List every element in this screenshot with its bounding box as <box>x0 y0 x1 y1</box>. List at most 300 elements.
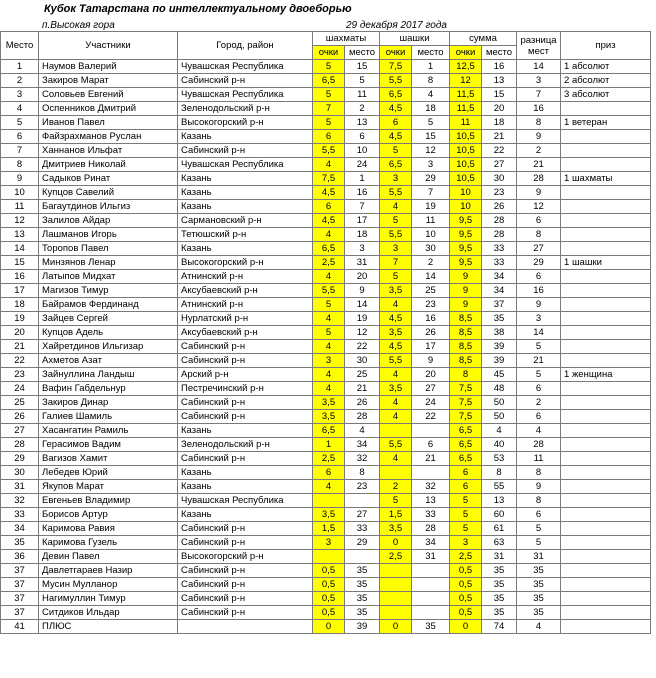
cell-chess-rank: 23 <box>345 480 380 494</box>
cell-place: 37 <box>1 592 39 606</box>
cell-sum-rank: 16 <box>482 60 517 74</box>
cell-checkers-rank: 14 <box>412 270 450 284</box>
results-table <box>0 31 651 634</box>
cell-diff: 3 <box>517 312 561 326</box>
cell-diff: 28 <box>517 172 561 186</box>
cell-checkers-rank: 30 <box>412 242 450 256</box>
cell-sum-rank: 35 <box>482 564 517 578</box>
cell-chess-rank: 35 <box>345 578 380 592</box>
cell-diff: 8 <box>517 116 561 130</box>
cell-checkers-points: 4 <box>380 410 412 424</box>
cell-sum-rank: 20 <box>482 102 517 116</box>
cell-city: Сабинский р-н <box>178 522 313 536</box>
table-row <box>1 466 651 480</box>
cell-sum-rank: 60 <box>482 508 517 522</box>
cell-checkers-points: 2 <box>380 480 412 494</box>
page-title: Кубок Татарстана по интеллектуальному двоеборью <box>44 3 352 15</box>
cell-place: 22 <box>1 354 39 368</box>
cell-name: Хайретдинов Ильгизар <box>39 340 178 354</box>
cell-chess-points: 2,5 <box>313 452 345 466</box>
cell-city: Сабинский р-н <box>178 592 313 606</box>
cell-diff: 6 <box>517 508 561 522</box>
cell-city: Сабинский р-н <box>178 606 313 620</box>
cell-checkers-points: 4 <box>380 396 412 410</box>
cell-city: Сабинский р-н <box>178 396 313 410</box>
cell-chess-points: 3,5 <box>313 508 345 522</box>
header-place: Место <box>1 32 39 60</box>
cell-prize <box>561 158 651 172</box>
cell-checkers-points: 5 <box>380 144 412 158</box>
cell-checkers-rank: 24 <box>412 396 450 410</box>
cell-diff: 35 <box>517 564 561 578</box>
cell-sum-points: 10,5 <box>450 172 482 186</box>
cell-city: Чувашская Республика <box>178 60 313 74</box>
cell-chess-points <box>313 550 345 564</box>
cell-place: 17 <box>1 284 39 298</box>
cell-sum-points: 6,5 <box>450 452 482 466</box>
cell-checkers-rank <box>412 466 450 480</box>
cell-city <box>178 620 313 634</box>
cell-name: Залилов Айдар <box>39 214 178 228</box>
cell-chess-rank: 22 <box>345 340 380 354</box>
cell-checkers-rank: 21 <box>412 452 450 466</box>
cell-diff: 35 <box>517 578 561 592</box>
cell-sum-rank: 45 <box>482 368 517 382</box>
cell-city: Казань <box>178 130 313 144</box>
cell-checkers-rank <box>412 424 450 438</box>
cell-diff: 5 <box>517 368 561 382</box>
cell-sum-rank: 33 <box>482 256 517 270</box>
cell-sum-rank: 55 <box>482 480 517 494</box>
cell-sum-rank: 35 <box>482 312 517 326</box>
cell-prize <box>561 410 651 424</box>
cell-sum-points: 0,5 <box>450 592 482 606</box>
table-row <box>1 326 651 340</box>
cell-checkers-rank: 1 <box>412 60 450 74</box>
cell-chess-rank <box>345 494 380 508</box>
cell-sum-points: 12 <box>450 74 482 88</box>
cell-place: 1 <box>1 60 39 74</box>
cell-place: 37 <box>1 578 39 592</box>
cell-place: 31 <box>1 480 39 494</box>
cell-prize <box>561 606 651 620</box>
cell-sum-points: 0,5 <box>450 606 482 620</box>
cell-checkers-points: 4 <box>380 452 412 466</box>
cell-name: Лашманов Игорь <box>39 228 178 242</box>
table-row <box>1 340 651 354</box>
table-row <box>1 158 651 172</box>
cell-name: Дмитриев Николай <box>39 158 178 172</box>
cell-chess-points: 1 <box>313 438 345 452</box>
cell-city: Аксубаевский р-н <box>178 326 313 340</box>
cell-sum-rank: 35 <box>482 606 517 620</box>
cell-diff: 31 <box>517 550 561 564</box>
cell-checkers-points: 4,5 <box>380 102 412 116</box>
cell-city: Казань <box>178 480 313 494</box>
cell-city: Казань <box>178 424 313 438</box>
cell-sum-rank: 28 <box>482 228 517 242</box>
cell-checkers-rank: 26 <box>412 326 450 340</box>
cell-city: Арский р-н <box>178 368 313 382</box>
cell-checkers-rank: 20 <box>412 368 450 382</box>
cell-prize <box>561 536 651 550</box>
cell-chess-rank: 1 <box>345 172 380 186</box>
cell-place: 11 <box>1 200 39 214</box>
cell-checkers-rank: 3 <box>412 158 450 172</box>
cell-prize <box>561 354 651 368</box>
table-row <box>1 144 651 158</box>
cell-sum-points: 10,5 <box>450 130 482 144</box>
table-row <box>1 60 651 74</box>
cell-city: Тетюшский р-н <box>178 228 313 242</box>
cell-chess-rank: 39 <box>345 620 380 634</box>
cell-name: Файзрахманов Руслан <box>39 130 178 144</box>
cell-place: 21 <box>1 340 39 354</box>
cell-chess-points: 3 <box>313 354 345 368</box>
cell-name: Ситдиков Ильдар <box>39 606 178 620</box>
cell-city: Сармановский р-н <box>178 214 313 228</box>
cell-place: 33 <box>1 508 39 522</box>
cell-sum-rank: 33 <box>482 242 517 256</box>
cell-checkers-points <box>380 606 412 620</box>
cell-chess-rank: 25 <box>345 368 380 382</box>
cell-sum-points: 11,5 <box>450 102 482 116</box>
cell-chess-rank: 19 <box>345 312 380 326</box>
cell-prize <box>561 620 651 634</box>
cell-diff: 11 <box>517 452 561 466</box>
cell-chess-points: 6,5 <box>313 424 345 438</box>
cell-sum-points: 10,5 <box>450 144 482 158</box>
cell-place: 15 <box>1 256 39 270</box>
cell-sum-points: 0,5 <box>450 578 482 592</box>
cell-city: Сабинский р-н <box>178 340 313 354</box>
cell-checkers-points <box>380 564 412 578</box>
cell-checkers-points: 5 <box>380 270 412 284</box>
cell-prize <box>561 424 651 438</box>
cell-place: 14 <box>1 242 39 256</box>
cell-diff: 35 <box>517 606 561 620</box>
cell-city: Зеленодольский р-н <box>178 438 313 452</box>
cell-chess-rank: 5 <box>345 74 380 88</box>
cell-checkers-rank: 18 <box>412 102 450 116</box>
cell-place: 26 <box>1 410 39 424</box>
header-checkers: шашки <box>380 32 450 46</box>
cell-sum-rank: 23 <box>482 186 517 200</box>
table-row <box>1 550 651 564</box>
cell-city: Сабинский р-н <box>178 564 313 578</box>
cell-place: 34 <box>1 522 39 536</box>
cell-chess-rank: 20 <box>345 270 380 284</box>
cell-chess-points: 4 <box>313 382 345 396</box>
cell-sum-points: 9 <box>450 284 482 298</box>
cell-chess-rank: 7 <box>345 200 380 214</box>
cell-chess-points: 0,5 <box>313 578 345 592</box>
table-row <box>1 242 651 256</box>
cell-place: 16 <box>1 270 39 284</box>
cell-place: 2 <box>1 74 39 88</box>
table-row <box>1 578 651 592</box>
cell-name: Латыпов Мидхат <box>39 270 178 284</box>
header-participants: Участники <box>39 32 178 60</box>
cell-diff: 8 <box>517 228 561 242</box>
header-row-1 <box>1 32 651 46</box>
cell-city: Казань <box>178 508 313 522</box>
cell-checkers-rank: 32 <box>412 480 450 494</box>
cell-chess-points: 5 <box>313 116 345 130</box>
cell-checkers-rank: 15 <box>412 130 450 144</box>
cell-prize <box>561 312 651 326</box>
cell-name: Купцов Адель <box>39 326 178 340</box>
cell-checkers-rank: 9 <box>412 354 450 368</box>
header-chess-points: очки <box>313 46 345 60</box>
cell-sum-points: 7,5 <box>450 382 482 396</box>
cell-city: Атнинский р-н <box>178 270 313 284</box>
cell-checkers-points: 4 <box>380 368 412 382</box>
cell-checkers-points: 4 <box>380 298 412 312</box>
cell-checkers-rank: 4 <box>412 88 450 102</box>
cell-sum-points: 9,5 <box>450 228 482 242</box>
cell-city: Казань <box>178 186 313 200</box>
cell-name: Хасангатин Рамиль <box>39 424 178 438</box>
cell-prize: 1 абсолют <box>561 60 651 74</box>
cell-checkers-rank <box>412 564 450 578</box>
table-row <box>1 508 651 522</box>
cell-sum-points: 5 <box>450 508 482 522</box>
cell-diff: 5 <box>517 536 561 550</box>
cell-checkers-points: 0 <box>380 536 412 550</box>
cell-prize <box>561 200 651 214</box>
cell-checkers-rank: 27 <box>412 382 450 396</box>
cell-name: Байрамов Фердинанд <box>39 298 178 312</box>
cell-prize <box>561 480 651 494</box>
cell-place: 5 <box>1 116 39 130</box>
cell-prize <box>561 242 651 256</box>
table-row <box>1 424 651 438</box>
cell-diff: 9 <box>517 186 561 200</box>
cell-checkers-points: 4 <box>380 200 412 214</box>
cell-sum-rank: 13 <box>482 74 517 88</box>
cell-checkers-rank: 33 <box>412 508 450 522</box>
table-row <box>1 354 651 368</box>
cell-diff: 2 <box>517 144 561 158</box>
cell-sum-rank: 26 <box>482 200 517 214</box>
cell-checkers-points: 7,5 <box>380 60 412 74</box>
event-date: 29 декабря 2017 года <box>346 20 447 31</box>
cell-sum-points: 9,5 <box>450 242 482 256</box>
cell-prize <box>561 130 651 144</box>
cell-checkers-rank: 34 <box>412 536 450 550</box>
cell-city: Пестречинский р-н <box>178 382 313 396</box>
cell-diff: 6 <box>517 270 561 284</box>
cell-chess-points: 2,5 <box>313 256 345 270</box>
cell-city: Чувашская Республика <box>178 158 313 172</box>
cell-checkers-rank: 11 <box>412 214 450 228</box>
header-city: Город, район <box>178 32 313 60</box>
cell-prize <box>561 298 651 312</box>
cell-name: Торопов Павел <box>39 242 178 256</box>
cell-diff: 9 <box>517 130 561 144</box>
table-row <box>1 130 651 144</box>
cell-place: 27 <box>1 424 39 438</box>
cell-diff: 16 <box>517 284 561 298</box>
cell-sum-points: 10 <box>450 186 482 200</box>
cell-sum-points: 10 <box>450 200 482 214</box>
cell-city: Сабинский р-н <box>178 354 313 368</box>
cell-city: Сабинский р-н <box>178 74 313 88</box>
cell-checkers-rank: 22 <box>412 410 450 424</box>
cell-checkers-points: 5,5 <box>380 438 412 452</box>
cell-chess-points: 3 <box>313 536 345 550</box>
cell-name: Евгеньев Владимир <box>39 494 178 508</box>
cell-sum-points: 11 <box>450 116 482 130</box>
cell-chess-rank: 31 <box>345 256 380 270</box>
cell-name: Закиров Динар <box>39 396 178 410</box>
cell-place: 3 <box>1 88 39 102</box>
cell-checkers-points: 3 <box>380 242 412 256</box>
cell-sum-points: 10,5 <box>450 158 482 172</box>
cell-city: Чувашская Республика <box>178 88 313 102</box>
cell-sum-rank: 40 <box>482 438 517 452</box>
cell-name: Давлетгараев Назир <box>39 564 178 578</box>
cell-checkers-points <box>380 578 412 592</box>
cell-checkers-rank: 23 <box>412 298 450 312</box>
cell-diff: 6 <box>517 410 561 424</box>
table-row <box>1 284 651 298</box>
cell-chess-rank: 35 <box>345 564 380 578</box>
cell-place: 36 <box>1 550 39 564</box>
cell-checkers-rank: 10 <box>412 228 450 242</box>
cell-chess-points: 4 <box>313 340 345 354</box>
cell-diff: 12 <box>517 200 561 214</box>
cell-checkers-points <box>380 592 412 606</box>
table-body <box>1 60 651 634</box>
cell-sum-rank: 31 <box>482 550 517 564</box>
cell-chess-rank: 28 <box>345 410 380 424</box>
cell-chess-rank: 10 <box>345 144 380 158</box>
cell-chess-points: 1,5 <box>313 522 345 536</box>
cell-sum-rank: 38 <box>482 326 517 340</box>
cell-chess-rank: 34 <box>345 438 380 452</box>
cell-sum-rank: 28 <box>482 214 517 228</box>
cell-sum-rank: 4 <box>482 424 517 438</box>
cell-chess-rank: 27 <box>345 508 380 522</box>
table-row <box>1 522 651 536</box>
cell-checkers-points: 3,5 <box>380 284 412 298</box>
header-chess-rank: место <box>345 46 380 60</box>
cell-checkers-points: 4,5 <box>380 340 412 354</box>
table-row <box>1 172 651 186</box>
cell-prize <box>561 144 651 158</box>
table-row <box>1 592 651 606</box>
cell-checkers-rank: 17 <box>412 340 450 354</box>
cell-chess-rank: 6 <box>345 130 380 144</box>
cell-chess-points: 3,5 <box>313 396 345 410</box>
cell-chess-points: 5 <box>313 298 345 312</box>
cell-checkers-rank: 12 <box>412 144 450 158</box>
table-row <box>1 536 651 550</box>
cell-checkers-rank <box>412 578 450 592</box>
cell-name: Лебедев Юрий <box>39 466 178 480</box>
cell-diff: 7 <box>517 88 561 102</box>
header-sum-rank: место <box>482 46 517 60</box>
cell-prize <box>561 522 651 536</box>
cell-diff: 9 <box>517 480 561 494</box>
cell-chess-rank: 13 <box>345 116 380 130</box>
cell-chess-rank: 3 <box>345 242 380 256</box>
cell-sum-points: 8,5 <box>450 354 482 368</box>
cell-sum-points: 12,5 <box>450 60 482 74</box>
cell-sum-rank: 53 <box>482 452 517 466</box>
cell-sum-rank: 22 <box>482 144 517 158</box>
cell-checkers-points: 5 <box>380 494 412 508</box>
cell-name: Мусин Мулланор <box>39 578 178 592</box>
cell-chess-points: 5 <box>313 88 345 102</box>
cell-chess-rank: 11 <box>345 88 380 102</box>
cell-sum-rank: 34 <box>482 284 517 298</box>
cell-place: 8 <box>1 158 39 172</box>
cell-sum-rank: 35 <box>482 578 517 592</box>
cell-name: Галиев Шамиль <box>39 410 178 424</box>
cell-city: Сабинский р-н <box>178 144 313 158</box>
cell-name: Герасимов Вадим <box>39 438 178 452</box>
cell-diff: 5 <box>517 522 561 536</box>
cell-checkers-rank <box>412 606 450 620</box>
cell-sum-rank: 35 <box>482 592 517 606</box>
cell-place: 37 <box>1 606 39 620</box>
cell-checkers-points: 1,5 <box>380 508 412 522</box>
cell-prize: 1 шашки <box>561 256 651 270</box>
cell-chess-rank: 4 <box>345 424 380 438</box>
cell-place: 13 <box>1 228 39 242</box>
table-row <box>1 116 651 130</box>
cell-city: Сабинский р-н <box>178 536 313 550</box>
header-chess: шахматы <box>313 32 380 46</box>
cell-checkers-points: 2,5 <box>380 550 412 564</box>
cell-name: Каримова Гузель <box>39 536 178 550</box>
cell-chess-rank: 18 <box>345 228 380 242</box>
cell-checkers-points: 3,5 <box>380 522 412 536</box>
header-sum: сумма <box>450 32 517 46</box>
table-row <box>1 200 651 214</box>
cell-place: 24 <box>1 382 39 396</box>
cell-name: Садыков Ринат <box>39 172 178 186</box>
cell-chess-rank <box>345 550 380 564</box>
cell-chess-rank: 26 <box>345 396 380 410</box>
table-row <box>1 102 651 116</box>
table-row <box>1 256 651 270</box>
cell-sum-points: 9 <box>450 298 482 312</box>
cell-checkers-rank: 31 <box>412 550 450 564</box>
cell-diff: 3 <box>517 74 561 88</box>
cell-sum-rank: 8 <box>482 466 517 480</box>
cell-sum-points: 9 <box>450 270 482 284</box>
cell-name: Девин Павел <box>39 550 178 564</box>
cell-sum-rank: 50 <box>482 396 517 410</box>
cell-chess-rank: 15 <box>345 60 380 74</box>
cell-sum-points: 8 <box>450 368 482 382</box>
cell-place: 35 <box>1 536 39 550</box>
cell-sum-rank: 15 <box>482 88 517 102</box>
cell-city: Высокогорский р-н <box>178 116 313 130</box>
cell-checkers-rank: 28 <box>412 522 450 536</box>
cell-chess-rank: 21 <box>345 382 380 396</box>
cell-sum-rank: 34 <box>482 270 517 284</box>
cell-city: Аксубаевский р-н <box>178 284 313 298</box>
cell-prize <box>561 466 651 480</box>
cell-place: 10 <box>1 186 39 200</box>
cell-name: Нагимуллин Тимур <box>39 592 178 606</box>
cell-sum-rank: 27 <box>482 158 517 172</box>
